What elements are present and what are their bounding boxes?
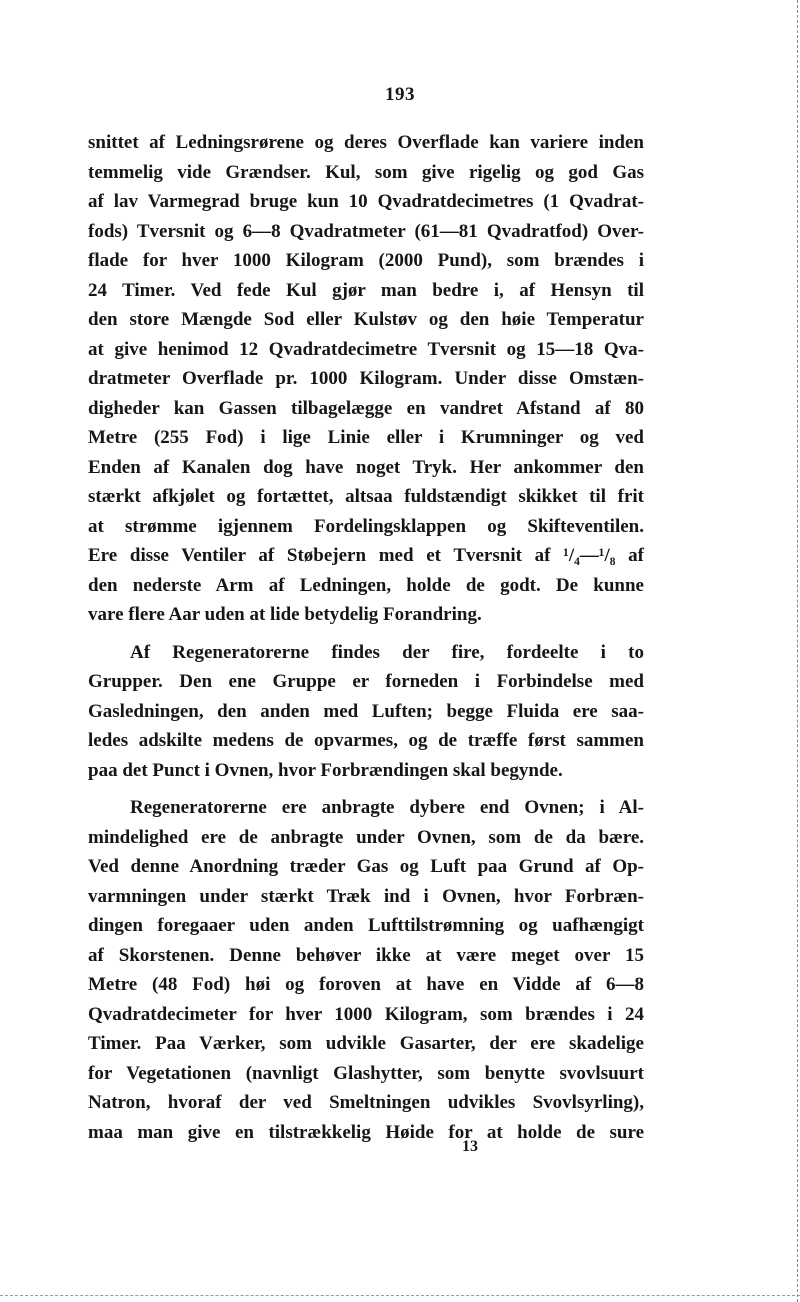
text-line: Gasledningen, den anden med Luften; begge Fluida ere saa- — [88, 700, 644, 722]
text-line: varmningen under stærkt Træk ind i Ovnen, hvor Forbræn- — [88, 885, 644, 907]
text-line: stærkt afkjølet og fortættet, altsaa fuldstændigt skikket til frit — [88, 486, 644, 507]
text-line: af lav Varmegrad bruge kun 10 Qvadratdecimetres (1 Qvadrat- — [88, 191, 644, 212]
text-line: 24 Timer. Ved fede Kul gjør man bedre i, af Hensyn til — [88, 279, 644, 301]
text-line: af Skorstenen. Denne behøver ikke at være meget over 15 — [88, 944, 644, 966]
text-line: mindelighed ere de anbragte under Ovnen, som de da bære. — [88, 826, 644, 848]
text-line: Ere disse Ventiler af Støbejern med et Tversnit af ¹/₄—¹/₈ af — [88, 545, 644, 566]
paragraph-1 — [88, 128, 644, 630]
text-line: Regeneratorerne ere anbragte dybere end Ovnen; i Al- — [130, 797, 644, 818]
page-number: 193 — [385, 84, 415, 105]
body-text — [88, 128, 644, 1147]
text-line: den store Mængde Sod eller Kulstøv og den høie Temperatur — [88, 309, 644, 330]
text-line: paa det Punct i Ovnen, hvor Forbrændingen skal begynde. — [88, 759, 563, 781]
text-line: dratmeter Overflade pr. 1000 Kilogram. Under disse Omstæn- — [88, 368, 644, 389]
text-line: flade for hver 1000 Kilogram (2000 Pund), som brændes i — [88, 250, 644, 271]
paragraph-gap — [88, 630, 644, 638]
page-edge-bottom — [0, 1295, 800, 1296]
text-line: ledes adskilte medens de opvarmes, og de træffe først sammen — [88, 730, 644, 751]
text-line: dingen foregaaer uden anden Lufttilstrømning og uafhængigt — [88, 915, 644, 936]
text-line: Af Regeneratorerne findes der fire, fordeelte i to — [130, 641, 644, 663]
text-line: Natron, hvoraf der ved Smeltningen udvikles Svovlsyrling), — [88, 1092, 644, 1113]
paragraph-2 — [88, 638, 644, 786]
text-line: Metre (48 Fod) høi og foroven at have en Vidde af 6—8 — [88, 974, 644, 995]
text-line: Timer. Paa Værker, som udvikle Gasarter, der ere skadelige — [88, 1033, 644, 1054]
text-line: snittet af Ledningsrørene og deres Overflade kan variere inden — [88, 132, 644, 153]
text-line: vare flere Aar uden at lide betydelig Forandring. — [88, 604, 482, 625]
signature-mark: 13 — [462, 1138, 478, 1155]
text-line: at give henimod 12 Qvadratdecimetre Tversnit og 15—18 Qva- — [88, 338, 644, 360]
text-line: temmelig vide Grændser. Kul, som give rigelig og god Gas — [88, 161, 644, 183]
text-line: Enden af Kanalen dog have noget Tryk. Her ankommer den — [88, 456, 644, 478]
page-edge-right — [797, 0, 798, 1302]
text-line: Metre (255 Fod) i lige Linie eller i Krumninger og ved — [88, 427, 644, 448]
text-line: digheder kan Gassen tilbagelægge en vandret Afstand af 80 — [88, 397, 644, 419]
text-line: Grupper. Den ene Gruppe er forneden i Forbindelse med — [88, 671, 644, 692]
text-line: at strømme igjennem Fordelingsklappen og Skifteventilen. — [88, 515, 644, 537]
text-line: for Vegetationen (navnligt Glashytter, som benytte svovlsuurt — [88, 1062, 644, 1084]
paragraph-gap — [88, 785, 644, 793]
paragraph-3 — [88, 793, 644, 1147]
text-line: maa man give en tilstrækkelig Høide for at holde de sure — [88, 1121, 644, 1143]
text-line: Qvadratdecimeter for hver 1000 Kilogram, som brændes i 24 — [88, 1003, 644, 1025]
text-line: fods) Tversnit og 6—8 Qvadratmeter (61—81 Qvadratfod) Over- — [88, 220, 644, 242]
text-line: den nederste Arm af Ledningen, holde de godt. De kunne — [88, 574, 644, 596]
text-line: Ved denne Anordning træder Gas og Luft paa Grund af Op- — [88, 856, 644, 877]
